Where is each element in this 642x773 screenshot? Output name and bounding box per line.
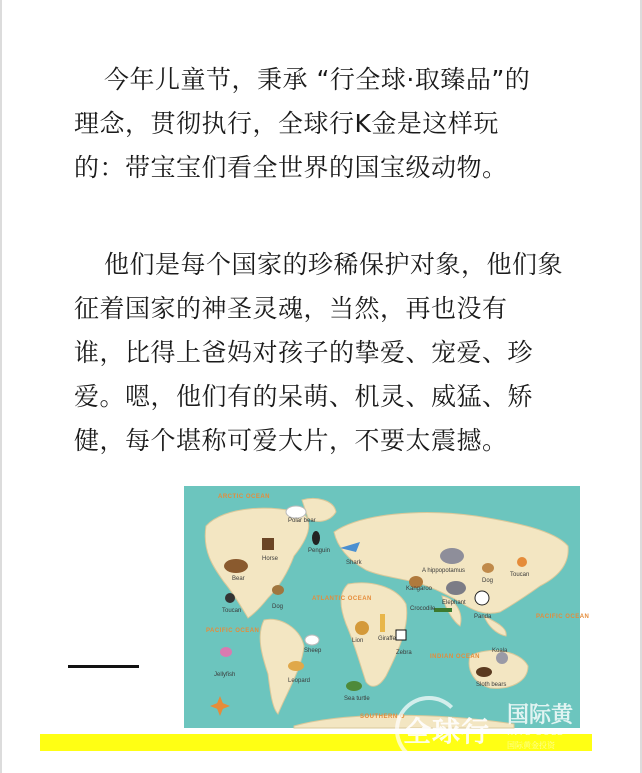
text-line: 他们是每个国家的珍稀保护对象，他们象 [104,250,564,279]
sea-turtle-icon [346,681,362,691]
text-line: 理念，贯彻执行，全球行K金是这样玩 [74,109,499,138]
animal-label: Giraffe [378,636,396,642]
penguin-icon [312,531,320,545]
ocean-label: PACIFIC OCEAN [536,614,590,620]
animal-label: Sheep [304,648,322,654]
sloth-bear-icon [476,667,492,677]
paragraph-intro [74,58,584,190]
dog-icon [272,585,284,595]
animal-label: Toucan [510,572,530,578]
watermark-subtitle: INTL GOLD [507,728,565,738]
animal-label: Horse [262,556,279,562]
jellyfish-icon [220,647,232,657]
hippopotamus-icon [440,548,464,564]
giraffe-icon [380,614,385,632]
animal-label: Penguin [308,548,331,554]
text-line: 征着国家的神圣灵魂，当然，再也没有 [74,294,508,323]
decorative-rule [68,665,139,668]
world-animal-map-image [184,486,590,728]
text-line: 谁，比得上爸妈对孩子的挚爱、宠爱、珍 [74,338,534,367]
watermark-brand-secondary: 国际黄 [507,703,574,728]
ocean-label: INDIAN OCEAN [430,654,481,660]
dog-icon [482,563,494,573]
animal-label: Panda [474,614,492,620]
ocean-label: ATLANTIC OCEAN [312,596,372,602]
elephant-icon [446,581,466,595]
animal-label: Jellyfish [214,672,236,678]
toucan-icon [517,557,527,567]
text-line: 今年儿童节，秉承 “行全球·取臻品”的 [104,65,531,94]
animal-label: Leopard [288,678,311,684]
animal-label: Polar bear [288,518,316,524]
yellow-highlight-band [40,734,592,751]
world-map-illustration [184,486,590,728]
animal-label: Sea turtle [344,696,370,702]
polar-bear-icon [286,506,306,518]
page-left-border [0,0,2,773]
crocodile-icon [434,608,452,612]
text-line: 健，每个堪称可爱大片，不要太震撼。 [74,426,508,455]
animal-label: Toucan [222,608,242,614]
ocean-label: PACIFIC OCEAN [206,628,260,634]
leopard-icon [288,661,304,671]
animal-label: Dog [272,604,284,610]
zebra-icon [396,630,406,640]
animal-label: Koala [492,648,508,654]
animal-label: Crocodile [410,606,436,612]
animal-label: Zebra [396,650,412,656]
ocean-label: ARCTIC OCEAN [218,494,270,500]
text-line: 爱。嗯，他们有的呆萌、机灵、威猛、矫 [74,382,534,411]
text-line: 的：带宝宝们看全世界的国宝级动物。 [74,153,508,182]
animal-label: Lion [352,638,364,644]
animal-label: Sloth bears [476,682,507,688]
lion-icon [355,621,369,635]
animal-label: Elephant [442,600,466,606]
sheep-icon [305,635,319,645]
animal-label: Shark [346,560,362,566]
ocean-label: SOUTHERN O [360,714,406,720]
bear-icon [224,559,248,573]
paragraph-animals [74,243,584,463]
toucan-icon [225,593,235,603]
animal-label: Dog [482,578,494,584]
horse-icon [262,538,274,550]
panda-icon [475,591,489,605]
watermark-subtitle-cn: 国际黄金投资 [507,741,555,750]
animal-label: Kangaroo [406,586,433,592]
watermark-brand: 全球行 [403,715,491,748]
animal-label: Bear [232,576,245,582]
animal-label: A hippopotamus [422,568,466,574]
